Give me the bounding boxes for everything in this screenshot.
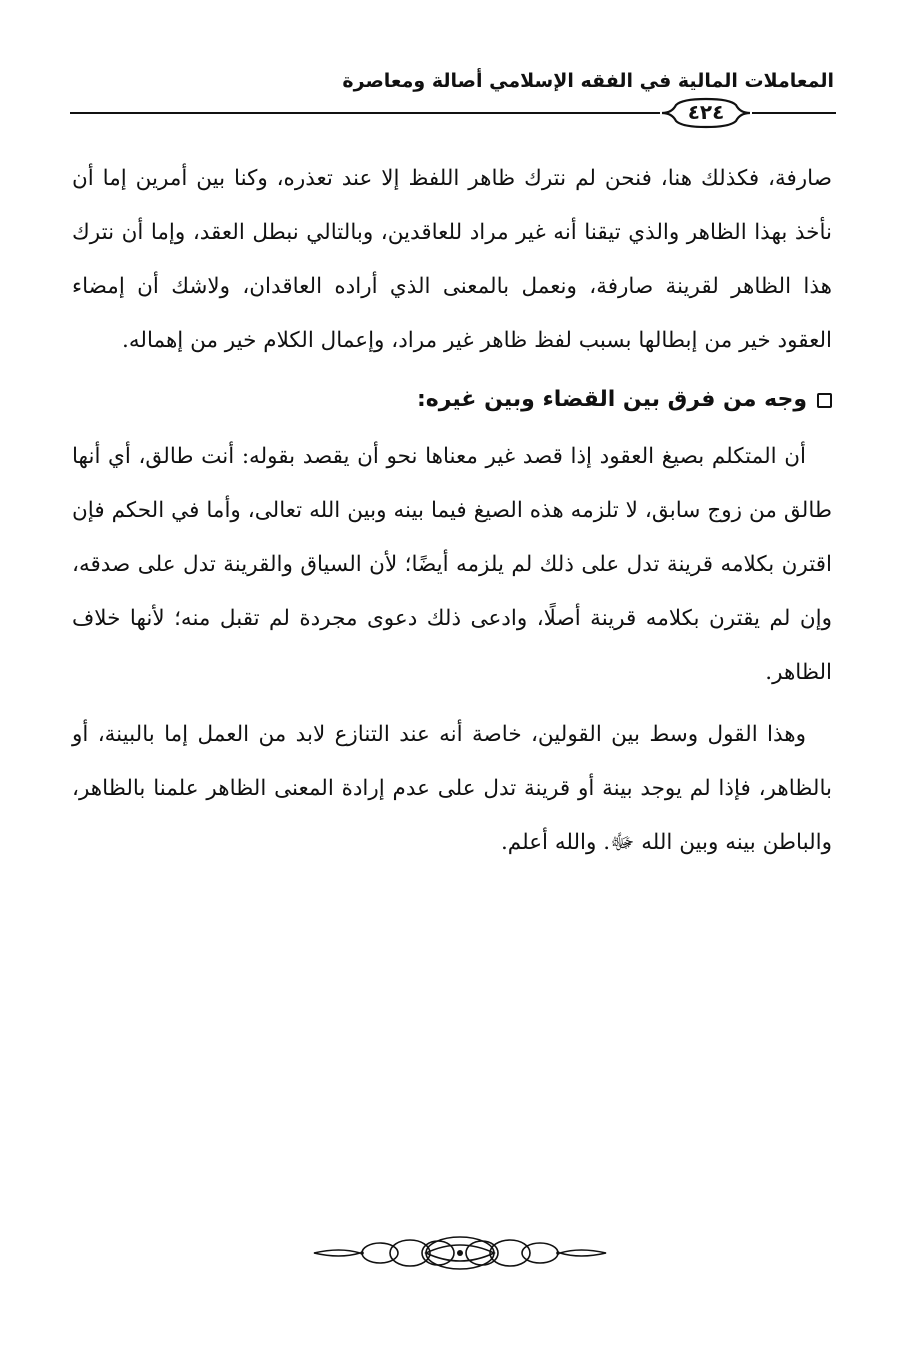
section-heading: [72, 370, 832, 430]
page-number: ٤٢٤: [687, 100, 725, 124]
paragraph-continuation: صارفة، فكذلك هنا، فنحن لم نترك ظاهر اللفظ إلا عند تعذره، وكنا بين أمرين إما أن نأخذ بهذا الظاهر والذي تيقنا أنه غير مراد للعاقدين، وبالتالي نبطل العقد، وإما أن نترك هذا الظاهر لقرينة صارفة، ونعمل بالمعنى الذي أراده العاقدان، ولاشك أن إمضاء العقود خير من إبطالها بسبب لفظ ظاهر غير مراد، وإعمال الكلام خير من إهماله.: [72, 166, 832, 353]
decorative-ornament-icon: [310, 1233, 610, 1273]
paragraph-second: أن المتكلم بصيغ العقود إذا قصد غير معناها نحو أن يقصد بقوله: أنت طالق، أي أنها طالق من زوج سابق، لا تلزمه هذه الصيغ فيما بينه وبين الله تعالى، وأما في الحكم فإن اقترن بكلامه قرينة تدل على ذلك لم يلزمه أيضًا؛ لأن السياق والقرينة تدل على صدقه، وإن لم يقترن بكلامه قرينة أصلًا، وادعى ذلك دعوى مجردة لم تقبل منه؛ لأنها خلاف الظاهر.: [72, 444, 832, 685]
checkbox-square-icon: [817, 393, 832, 408]
section-heading-text: وجه من فرق بين القضاء وبين غيره:: [416, 387, 807, 412]
paragraph-third: وهذا القول وسط بين القولين، خاصة أنه عند التنازع لابد من العمل إما بالبينة، أو بالظاهر، فإذا لم يوجد بينة أو قرينة تدل على عدم إرادة المعنى الظاهر علمنا بالظاهر، والباطن بينه وبين الله ﷻ. والله أعلم.: [72, 722, 832, 855]
main-text: [72, 152, 832, 870]
page-number-badge: [660, 97, 752, 129]
running-title: المعاملات المالية في الفقه الإسلامي أصالة ومعاصرة: [342, 70, 834, 92]
